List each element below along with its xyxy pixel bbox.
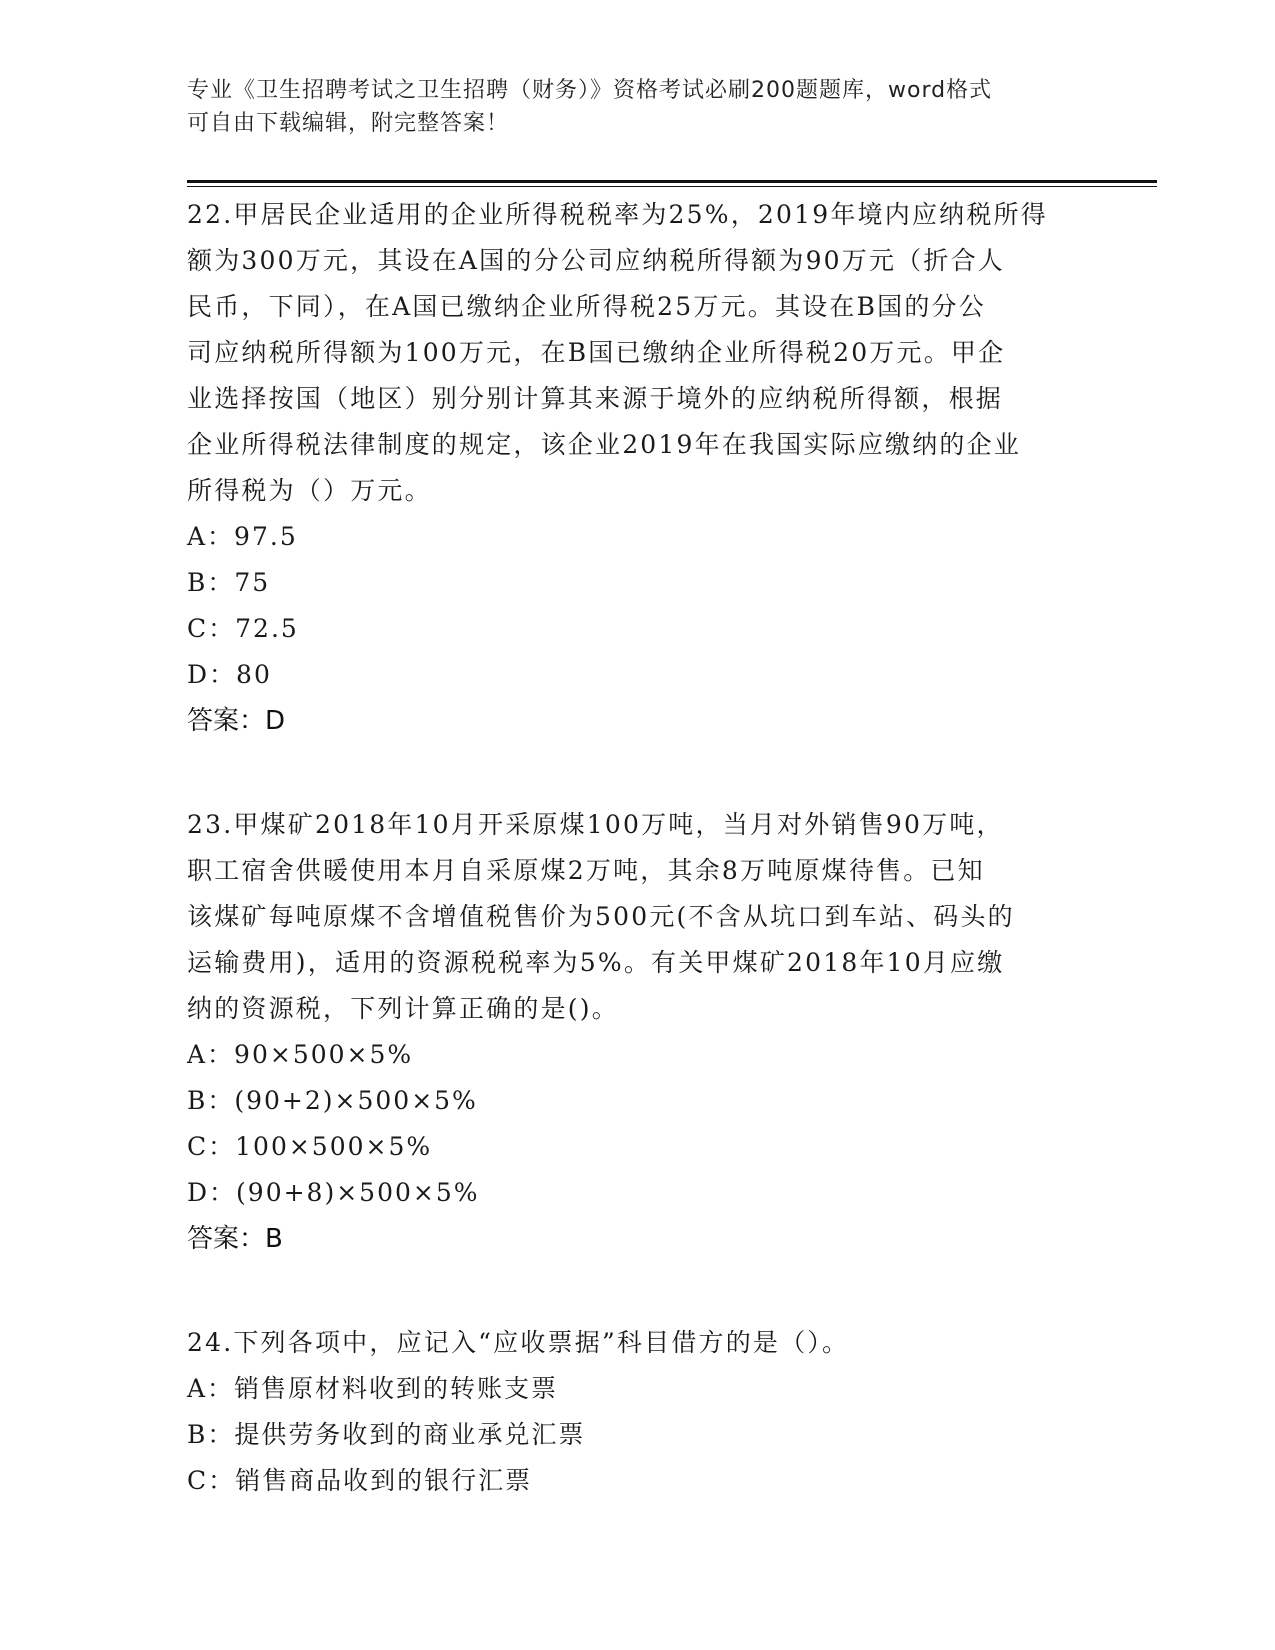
question-line: 民币，下同），在A国已缴纳企业所得税25万元。其设在B国的分公 — [187, 292, 986, 321]
question-22 — [187, 192, 1087, 744]
question-line: 所得税为（）万元。 — [187, 476, 432, 505]
header-rule-thick — [187, 180, 1157, 183]
option-b: B：提供劳务收到的商业承兑汇票 — [187, 1420, 586, 1449]
option-d: D：(90+8)×500×5% — [187, 1178, 480, 1207]
option-c: C：100×500×5% — [187, 1132, 433, 1161]
header-rule-thin — [187, 186, 1157, 187]
answer: 答案：B — [187, 1224, 283, 1254]
question-list — [187, 192, 1087, 1504]
question-line: 23.甲煤矿2018年10月开采原煤100万吨，当月对外销售90万吨， — [187, 810, 1004, 839]
question-text — [187, 192, 1087, 514]
question-line: 24.下列各项中，应记入“应收票据”科目借方的是（）。 — [187, 1328, 850, 1357]
question-line: 22.甲居民企业适用的企业所得税税率为25%，2019年境内应纳税所得 — [187, 200, 1048, 229]
option-a: A：90×500×5% — [187, 1040, 414, 1069]
spacer — [187, 1262, 1087, 1320]
question-24 — [187, 1320, 1087, 1504]
option-c: C：72.5 — [187, 614, 299, 643]
question-line: 司应纳税所得额为100万元，在B国已缴纳企业所得税20万元。甲企 — [187, 338, 1006, 367]
spacer — [187, 744, 1087, 802]
question-text — [187, 1320, 1087, 1366]
option-a: A：销售原材料收到的转账支票 — [187, 1374, 559, 1403]
question-line: 额为300万元，其设在A国的分公司应纳税所得额为90万元（折合人 — [187, 246, 1005, 275]
option-d: D：80 — [187, 660, 272, 689]
question-line: 企业所得税法律制度的规定，该企业2019年在我国实际应缴纳的企业 — [187, 430, 1022, 459]
option-a: A：97.5 — [187, 522, 298, 551]
question-line: 运输费用)，适用的资源税税率为5%。有关甲煤矿2018年10月应缴 — [187, 948, 1005, 977]
header-line-2: 可自由下载编辑，附完整答案！ — [187, 111, 510, 136]
question-line: 业选择按国（地区）别分别计算其来源于境外的应纳税所得额，根据 — [187, 384, 1004, 413]
question-line: 职工宿舍供暖使用本月自采原煤2万吨，其余8万吨原煤待售。已知 — [187, 856, 985, 885]
question-text — [187, 802, 1087, 1032]
document-header — [187, 74, 1087, 140]
question-line: 该煤矿每吨原煤不含增值税售价为500元(不含从坑口到车站、码头的 — [187, 902, 1015, 931]
option-b: B：(90+2)×500×5% — [187, 1086, 478, 1115]
header-line-1: 专业《卫生招聘考试之卫生招聘（财务）》资格考试必刷200题题库，word格式 — [187, 78, 993, 103]
answer: 答案：D — [187, 706, 286, 736]
option-b: B：75 — [187, 568, 271, 597]
question-line: 纳的资源税，下列计算正确的是()。 — [187, 994, 619, 1023]
question-23 — [187, 802, 1087, 1262]
option-c: C：销售商品收到的银行汇票 — [187, 1466, 533, 1495]
